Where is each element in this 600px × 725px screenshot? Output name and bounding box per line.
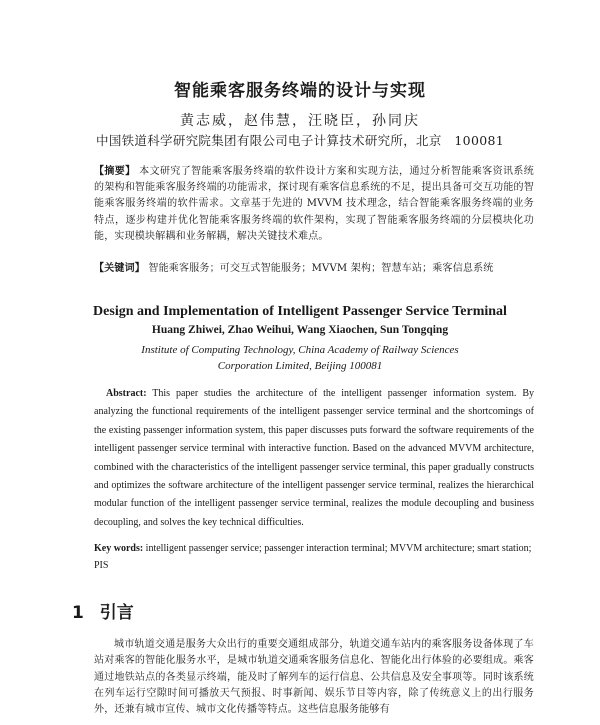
english-authors: Huang Zhiwei, Zhao Weihui, Wang Xiaochen, Sun Tongqing	[151, 324, 449, 336]
english-keywords-text: intelligent passenger service; passenger interaction terminal; MVVM architecture; smart station; PIS	[94, 543, 532, 571]
english-abstract	[94, 385, 534, 532]
english-affiliation-line1: Institute of Computing Technology, China Academy of Railway Sciences	[141, 344, 459, 356]
english-abstract-text: This paper studies the architecture of the intelligent passenger information system. By analyzing the functional requirements of the intelligent passenger service terminal and the shortcomings of the existing passenger information system, this paper discusses puts forward the software requirements of the intelligent passenger service terminal with interactive function. Based on the advanced MVVM architecture, combined with the characteristics of the intelligent passenger service terminal, this paper gradually constructs and optimizes the software architecture of the intelligent passenger service terminal, realizes the hierarchical modular function of the intelligent passenger service terminal, realizes the module decoupling and business decoupling, and solves the key technical difficulties.	[94, 388, 534, 528]
english-keywords	[94, 540, 534, 574]
chinese-abstract-label: 【摘要】	[94, 166, 136, 177]
chinese-keywords	[94, 261, 534, 278]
chinese-title: 智能乘客服务终端的设计与实现	[174, 81, 426, 101]
english-affiliation-line2: Corporation Limited, Beijing 100081	[217, 360, 383, 372]
body-paragraph: 城市轨道交通是服务大众出行的重要交通组成部分，轨道交通车站内的乘客服务设备体现了车站对乘客的智能化服务水平，是城市轨道交通乘客服务信息化、智能化出行体验的必要组成。乘客通过地铁站点的各类显示终端，能及时了解列车的运行信息、公共信息及安全事项等。同时该系统在列车运行空隙时间可播放天气预报、时事新闻、娱乐节目等内容，除了传统意义上的出行服务外，还兼有城市宣传、城市文化传播等特点。这些信息服务能够有	[94, 639, 534, 716]
chinese-affiliation: 中国铁道科学研究院集团有限公司电子计算技术研究所，北京 100081	[96, 133, 504, 148]
english-keywords-label: Key words:	[94, 543, 144, 554]
section-number: 1	[72, 603, 84, 623]
chinese-keywords-label: 【关键词】	[94, 263, 145, 274]
english-affiliation	[0, 342, 600, 374]
section-heading	[72, 598, 134, 623]
english-abstract-label: Abstract:	[106, 388, 147, 399]
section-title: 引言	[99, 603, 134, 623]
english-title: Design and Implementation of Intelligent Passenger Service Terminal	[93, 304, 507, 319]
chinese-abstract	[94, 164, 534, 245]
chinese-keywords-text: 智能乘客服务；可交互式智能服务；MVVM 架构；智慧车站；乘客信息系统	[148, 263, 494, 274]
chinese-abstract-text: 本文研究了智能乘客服务终端的软件设计方案和实现方法，通过分析智能乘客资讯系统的架构和智能乘客服务终端的功能需求，探讨现有乘客信息系统的不足，提出具备可交互功能的智能乘客服务终端的软件需求。文章基于先进的 MVVM 技术理念，结合智能乘客服务终端的业务特点，逐步构建并优化智能乘客服务终端的软件架构，实现了智能乘客服务终端的分层模块化功能，实现模块解耦和业务解耦，解决关键技术难点。	[94, 166, 534, 242]
chinese-authors: 黄志威，赵伟慧，汪晓臣，孙同庆	[180, 113, 420, 129]
